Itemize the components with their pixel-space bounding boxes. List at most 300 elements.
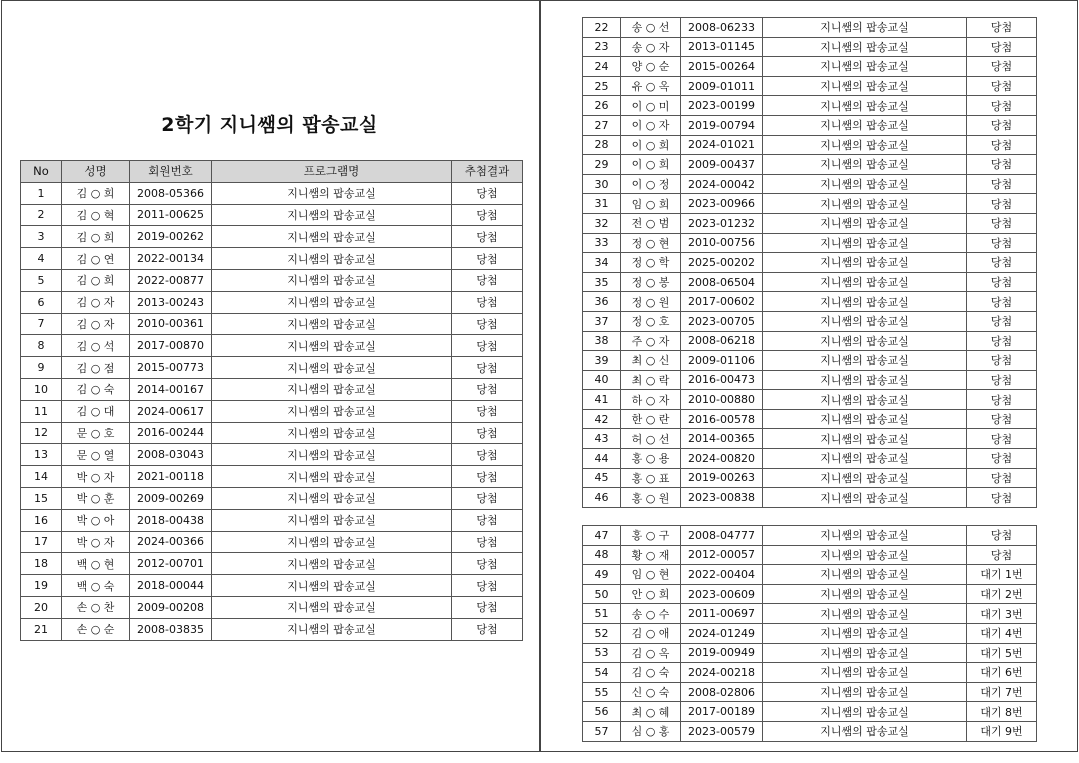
cell-no: 12 [21, 422, 62, 444]
cell-member-id: 2019-00262 [130, 226, 212, 248]
cell-name: 최 ○ 신 [621, 351, 681, 371]
cell-name: 안 ○ 희 [621, 584, 681, 604]
cell-program: 지니쌤의 팝송교실 [763, 604, 967, 624]
table-row [583, 623, 1037, 643]
cell-result: 당첨 [967, 213, 1037, 233]
cell-name: 임 ○ 현 [621, 565, 681, 585]
cell-result: 대기 1번 [967, 565, 1037, 585]
cell-member-id: 2023-00838 [681, 488, 763, 508]
cell-member-id: 2016-00578 [681, 409, 763, 429]
cell-no: 48 [583, 545, 621, 565]
cell-program: 지니쌤의 팝송교실 [763, 643, 967, 663]
cell-program: 지니쌤의 팝송교실 [763, 331, 967, 351]
cell-result: 당첨 [967, 370, 1037, 390]
cell-name: 김 ○ 희 [62, 182, 130, 204]
cell-program: 지니쌤의 팝송교실 [763, 663, 967, 683]
table-body-right-bottom [583, 526, 1037, 742]
cell-member-id: 2023-00609 [681, 584, 763, 604]
cell-member-id: 2023-01232 [681, 213, 763, 233]
cell-result: 당첨 [967, 57, 1037, 77]
cell-no: 44 [583, 449, 621, 469]
cell-member-id: 2012-00701 [130, 553, 212, 575]
cell-no: 36 [583, 292, 621, 312]
cell-result: 당첨 [967, 155, 1037, 175]
table-row [583, 429, 1037, 449]
cell-program: 지니쌤의 팝송교실 [763, 76, 967, 96]
cell-result: 당첨 [967, 37, 1037, 57]
cell-member-id: 2008-03835 [130, 618, 212, 640]
table-row [583, 115, 1037, 135]
cell-name: 신 ○ 숙 [621, 682, 681, 702]
cell-result: 당첨 [452, 248, 523, 270]
cell-name: 김 ○ 숙 [621, 663, 681, 683]
table-row [583, 643, 1037, 663]
cell-member-id: 2008-06218 [681, 331, 763, 351]
cell-result: 당첨 [967, 194, 1037, 214]
cell-name: 송 ○ 자 [621, 37, 681, 57]
cell-name: 한 ○ 란 [621, 409, 681, 429]
cell-member-id: 2018-00044 [130, 575, 212, 597]
cell-no: 43 [583, 429, 621, 449]
cell-member-id: 2015-00773 [130, 357, 212, 379]
cell-member-id: 2011-00697 [681, 604, 763, 624]
cell-result: 당첨 [452, 509, 523, 531]
table-row [583, 76, 1037, 96]
cell-program: 지니쌤의 팝송교실 [763, 96, 967, 116]
cell-member-id: 2014-00167 [130, 378, 212, 400]
cell-result: 당첨 [967, 409, 1037, 429]
cell-name: 정 ○ 호 [621, 311, 681, 331]
cell-member-id: 2019-00263 [681, 468, 763, 488]
table-row [21, 269, 523, 291]
results-table-left [20, 160, 523, 641]
cell-no: 15 [21, 487, 62, 509]
cell-member-id: 2013-00243 [130, 291, 212, 313]
cell-name: 홍 ○ 표 [621, 468, 681, 488]
cell-no: 54 [583, 663, 621, 683]
table-row [583, 57, 1037, 77]
cell-name: 정 ○ 현 [621, 233, 681, 253]
cell-no: 35 [583, 272, 621, 292]
table-row [583, 390, 1037, 410]
cell-name: 문 ○ 호 [62, 422, 130, 444]
cell-no: 22 [583, 18, 621, 38]
cell-program: 지니쌤의 팝송교실 [212, 204, 452, 226]
cell-program: 지니쌤의 팝송교실 [763, 488, 967, 508]
cell-no: 5 [21, 269, 62, 291]
cell-member-id: 2022-00877 [130, 269, 212, 291]
cell-name: 김 ○ 석 [62, 335, 130, 357]
table-row [21, 531, 523, 553]
cell-program: 지니쌤의 팝송교실 [763, 565, 967, 585]
cell-result: 당첨 [967, 76, 1037, 96]
cell-program: 지니쌤의 팝송교실 [763, 584, 967, 604]
table-row [21, 226, 523, 248]
cell-no: 42 [583, 409, 621, 429]
cell-no: 34 [583, 253, 621, 273]
cell-no: 4 [21, 248, 62, 270]
cell-result: 대기 3번 [967, 604, 1037, 624]
cell-program: 지니쌤의 팝송교실 [212, 400, 452, 422]
cell-program: 지니쌤의 팝송교실 [763, 370, 967, 390]
cell-name: 김 ○ 자 [62, 291, 130, 313]
table-row [21, 378, 523, 400]
cell-result: 당첨 [967, 488, 1037, 508]
cell-member-id: 2021-00118 [130, 466, 212, 488]
cell-result: 당첨 [967, 115, 1037, 135]
cell-result: 당첨 [452, 182, 523, 204]
cell-result: 당첨 [967, 429, 1037, 449]
cell-member-id: 2010-00361 [130, 313, 212, 335]
cell-member-id: 2008-03043 [130, 444, 212, 466]
results-table-right-bottom [582, 525, 1037, 742]
cell-member-id: 2024-01249 [681, 623, 763, 643]
cell-result: 당첨 [967, 96, 1037, 116]
cell-program: 지니쌤의 팝송교실 [763, 155, 967, 175]
cell-member-id: 2009-00437 [681, 155, 763, 175]
table-row [583, 351, 1037, 371]
table-row [583, 233, 1037, 253]
cell-program: 지니쌤의 팝송교실 [212, 531, 452, 553]
cell-name: 심 ○ 홍 [621, 721, 681, 741]
cell-member-id: 2017-00870 [130, 335, 212, 357]
cell-program: 지니쌤의 팝송교실 [763, 682, 967, 702]
cell-program: 지니쌤의 팝송교실 [212, 553, 452, 575]
cell-no: 24 [583, 57, 621, 77]
cell-program: 지니쌤의 팝송교실 [212, 378, 452, 400]
table-row [583, 449, 1037, 469]
table-row [583, 584, 1037, 604]
cell-name: 박 ○ 자 [62, 466, 130, 488]
cell-program: 지니쌤의 팝송교실 [763, 429, 967, 449]
cell-member-id: 2017-00602 [681, 292, 763, 312]
cell-result: 당첨 [452, 575, 523, 597]
cell-program: 지니쌤의 팝송교실 [212, 618, 452, 640]
cell-name: 이 ○ 희 [621, 135, 681, 155]
cell-result: 당첨 [452, 269, 523, 291]
cell-result: 당첨 [452, 618, 523, 640]
cell-result: 당첨 [452, 378, 523, 400]
cell-name: 최 ○ 혜 [621, 702, 681, 722]
cell-member-id: 2022-00404 [681, 565, 763, 585]
cell-name: 김 ○ 연 [62, 248, 130, 270]
cell-no: 52 [583, 623, 621, 643]
table-row [583, 565, 1037, 585]
cell-no: 49 [583, 565, 621, 585]
cell-member-id: 2024-00042 [681, 174, 763, 194]
cell-name: 김 ○ 애 [621, 623, 681, 643]
cell-program: 지니쌤의 팝송교실 [763, 526, 967, 546]
cell-result: 당첨 [452, 553, 523, 575]
cell-no: 18 [21, 553, 62, 575]
table-row [583, 604, 1037, 624]
cell-member-id: 2023-00705 [681, 311, 763, 331]
table-row [583, 331, 1037, 351]
cell-no: 29 [583, 155, 621, 175]
cell-member-id: 2023-00966 [681, 194, 763, 214]
cell-member-id: 2010-00756 [681, 233, 763, 253]
cell-no: 7 [21, 313, 62, 335]
cell-no: 46 [583, 488, 621, 508]
cell-program: 지니쌤의 팝송교실 [763, 721, 967, 741]
table-row [21, 553, 523, 575]
cell-no: 14 [21, 466, 62, 488]
cell-name: 박 ○ 훈 [62, 487, 130, 509]
table-row [583, 370, 1037, 390]
cell-result: 당첨 [967, 311, 1037, 331]
cell-program: 지니쌤의 팝송교실 [763, 253, 967, 273]
table-row [21, 204, 523, 226]
cell-no: 26 [583, 96, 621, 116]
cell-member-id: 2008-04777 [681, 526, 763, 546]
cell-no: 10 [21, 378, 62, 400]
cell-member-id: 2023-00579 [681, 721, 763, 741]
header-program: 프로그램명 [212, 161, 452, 183]
table-row [583, 526, 1037, 546]
table-row [21, 182, 523, 204]
page-title: 2학기 지니쌤의 팝송교실 [161, 114, 378, 136]
cell-name: 이 ○ 희 [621, 155, 681, 175]
cell-no: 21 [21, 618, 62, 640]
header-result: 추첨결과 [452, 161, 523, 183]
cell-result: 대기 8번 [967, 702, 1037, 722]
header-name: 성명 [62, 161, 130, 183]
cell-result: 당첨 [452, 291, 523, 313]
cell-result: 당첨 [452, 226, 523, 248]
cell-result: 당첨 [452, 357, 523, 379]
cell-program: 지니쌤의 팝송교실 [212, 487, 452, 509]
cell-member-id: 2008-06233 [681, 18, 763, 38]
cell-no: 25 [583, 76, 621, 96]
cell-program: 지니쌤의 팝송교실 [763, 135, 967, 155]
table-row [21, 575, 523, 597]
cell-name: 이 ○ 미 [621, 96, 681, 116]
table-row [21, 335, 523, 357]
table-row [583, 702, 1037, 722]
cell-result: 대기 4번 [967, 623, 1037, 643]
table-row [583, 663, 1037, 683]
cell-result: 당첨 [967, 545, 1037, 565]
cell-result: 당첨 [452, 466, 523, 488]
cell-program: 지니쌤의 팝송교실 [763, 545, 967, 565]
cell-result: 당첨 [967, 468, 1037, 488]
cell-no: 8 [21, 335, 62, 357]
cell-no: 40 [583, 370, 621, 390]
cell-result: 대기 5번 [967, 643, 1037, 663]
cell-program: 지니쌤의 팝송교실 [763, 311, 967, 331]
cell-name: 전 ○ 범 [621, 213, 681, 233]
cell-member-id: 2009-00208 [130, 596, 212, 618]
cell-name: 양 ○ 순 [621, 57, 681, 77]
cell-name: 김 ○ 혁 [62, 204, 130, 226]
cell-program: 지니쌤의 팝송교실 [763, 37, 967, 57]
cell-no: 28 [583, 135, 621, 155]
cell-program: 지니쌤의 팝송교실 [212, 313, 452, 335]
cell-result: 대기 2번 [967, 584, 1037, 604]
results-table-right-top [582, 17, 1037, 508]
cell-name: 손 ○ 찬 [62, 596, 130, 618]
table-row [21, 313, 523, 335]
cell-member-id: 2023-00199 [681, 96, 763, 116]
cell-result: 당첨 [967, 272, 1037, 292]
cell-member-id: 2024-00218 [681, 663, 763, 683]
cell-member-id: 2009-00269 [130, 487, 212, 509]
cell-member-id: 2025-00202 [681, 253, 763, 273]
cell-name: 백 ○ 숙 [62, 575, 130, 597]
cell-name: 김 ○ 희 [62, 269, 130, 291]
cell-no: 32 [583, 213, 621, 233]
cell-program: 지니쌤의 팝송교실 [212, 335, 452, 357]
cell-no: 33 [583, 233, 621, 253]
cell-name: 홍 ○ 구 [621, 526, 681, 546]
table-row [583, 253, 1037, 273]
cell-name: 박 ○ 아 [62, 509, 130, 531]
cell-member-id: 2016-00244 [130, 422, 212, 444]
cell-name: 이 ○ 자 [621, 115, 681, 135]
cell-result: 당첨 [967, 292, 1037, 312]
table-row [21, 357, 523, 379]
cell-result: 당첨 [452, 531, 523, 553]
cell-no: 41 [583, 390, 621, 410]
table-body-right-top [583, 18, 1037, 508]
cell-result: 당첨 [967, 233, 1037, 253]
cell-member-id: 2008-05366 [130, 182, 212, 204]
cell-name: 송 ○ 선 [621, 18, 681, 38]
cell-program: 지니쌤의 팝송교실 [212, 248, 452, 270]
table-row [583, 488, 1037, 508]
cell-member-id: 2019-00949 [681, 643, 763, 663]
table-row [583, 311, 1037, 331]
table-body-left [21, 182, 523, 640]
cell-member-id: 2024-00820 [681, 449, 763, 469]
table-row [583, 174, 1037, 194]
cell-member-id: 2024-00617 [130, 400, 212, 422]
cell-member-id: 2016-00473 [681, 370, 763, 390]
cell-name: 허 ○ 선 [621, 429, 681, 449]
cell-name: 임 ○ 희 [621, 194, 681, 214]
cell-member-id: 2022-00134 [130, 248, 212, 270]
cell-result: 당첨 [967, 331, 1037, 351]
table-row [583, 213, 1037, 233]
table-row [583, 292, 1037, 312]
cell-result: 대기 6번 [967, 663, 1037, 683]
cell-no: 55 [583, 682, 621, 702]
table-row [21, 400, 523, 422]
table-row [583, 272, 1037, 292]
cell-name: 홍 ○ 원 [621, 488, 681, 508]
cell-program: 지니쌤의 팝송교실 [763, 194, 967, 214]
table-row [583, 155, 1037, 175]
cell-member-id: 2014-00365 [681, 429, 763, 449]
table-row [583, 545, 1037, 565]
cell-program: 지니쌤의 팝송교실 [763, 351, 967, 371]
cell-name: 손 ○ 순 [62, 618, 130, 640]
table-row [21, 248, 523, 270]
cell-member-id: 2013-01145 [681, 37, 763, 57]
cell-no: 2 [21, 204, 62, 226]
cell-no: 37 [583, 311, 621, 331]
cell-no: 47 [583, 526, 621, 546]
table-header-row [21, 161, 523, 183]
cell-program: 지니쌤의 팝송교실 [212, 226, 452, 248]
cell-no: 30 [583, 174, 621, 194]
table-row [583, 194, 1037, 214]
cell-program: 지니쌤의 팝송교실 [763, 18, 967, 38]
cell-program: 지니쌤의 팝송교실 [763, 468, 967, 488]
cell-no: 19 [21, 575, 62, 597]
table-row [21, 618, 523, 640]
cell-program: 지니쌤의 팝송교실 [212, 422, 452, 444]
cell-member-id: 2017-00189 [681, 702, 763, 722]
cell-no: 53 [583, 643, 621, 663]
cell-name: 김 ○ 점 [62, 357, 130, 379]
cell-member-id: 2011-00625 [130, 204, 212, 226]
cell-result: 당첨 [452, 444, 523, 466]
table-row [583, 468, 1037, 488]
cell-no: 1 [21, 182, 62, 204]
cell-program: 지니쌤의 팝송교실 [212, 357, 452, 379]
cell-program: 지니쌤의 팝송교실 [763, 272, 967, 292]
cell-member-id: 2024-00366 [130, 531, 212, 553]
cell-no: 9 [21, 357, 62, 379]
table-row [583, 18, 1037, 38]
cell-member-id: 2008-06504 [681, 272, 763, 292]
cell-name: 박 ○ 자 [62, 531, 130, 553]
cell-program: 지니쌤의 팝송교실 [763, 233, 967, 253]
cell-name: 송 ○ 수 [621, 604, 681, 624]
cell-no: 16 [21, 509, 62, 531]
cell-name: 백 ○ 현 [62, 553, 130, 575]
cell-no: 17 [21, 531, 62, 553]
cell-program: 지니쌤의 팝송교실 [763, 409, 967, 429]
cell-program: 지니쌤의 팝송교실 [763, 390, 967, 410]
cell-member-id: 2024-01021 [681, 135, 763, 155]
cell-result: 당첨 [967, 253, 1037, 273]
cell-member-id: 2009-01011 [681, 76, 763, 96]
table-row [583, 37, 1037, 57]
cell-program: 지니쌤의 팝송교실 [763, 292, 967, 312]
cell-program: 지니쌤의 팝송교실 [763, 174, 967, 194]
cell-no: 56 [583, 702, 621, 722]
table-row [583, 682, 1037, 702]
cell-name: 김 ○ 대 [62, 400, 130, 422]
cell-result: 당첨 [967, 18, 1037, 38]
header-no: No [21, 161, 62, 183]
cell-no: 23 [583, 37, 621, 57]
cell-name: 김 ○ 숙 [62, 378, 130, 400]
cell-program: 지니쌤의 팝송교실 [763, 213, 967, 233]
cell-no: 39 [583, 351, 621, 371]
cell-program: 지니쌤의 팝송교실 [763, 449, 967, 469]
cell-name: 정 ○ 원 [621, 292, 681, 312]
cell-name: 정 ○ 학 [621, 253, 681, 273]
cell-name: 김 ○ 옥 [621, 643, 681, 663]
cell-name: 황 ○ 재 [621, 545, 681, 565]
table-row [21, 509, 523, 531]
cell-no: 50 [583, 584, 621, 604]
table-row [21, 466, 523, 488]
cell-no: 51 [583, 604, 621, 624]
cell-no: 3 [21, 226, 62, 248]
cell-result: 대기 9번 [967, 721, 1037, 741]
cell-result: 당첨 [967, 135, 1037, 155]
cell-no: 13 [21, 444, 62, 466]
cell-program: 지니쌤의 팝송교실 [212, 575, 452, 597]
cell-name: 주 ○ 자 [621, 331, 681, 351]
cell-program: 지니쌤의 팝송교실 [212, 509, 452, 531]
cell-no: 45 [583, 468, 621, 488]
cell-result: 당첨 [452, 596, 523, 618]
